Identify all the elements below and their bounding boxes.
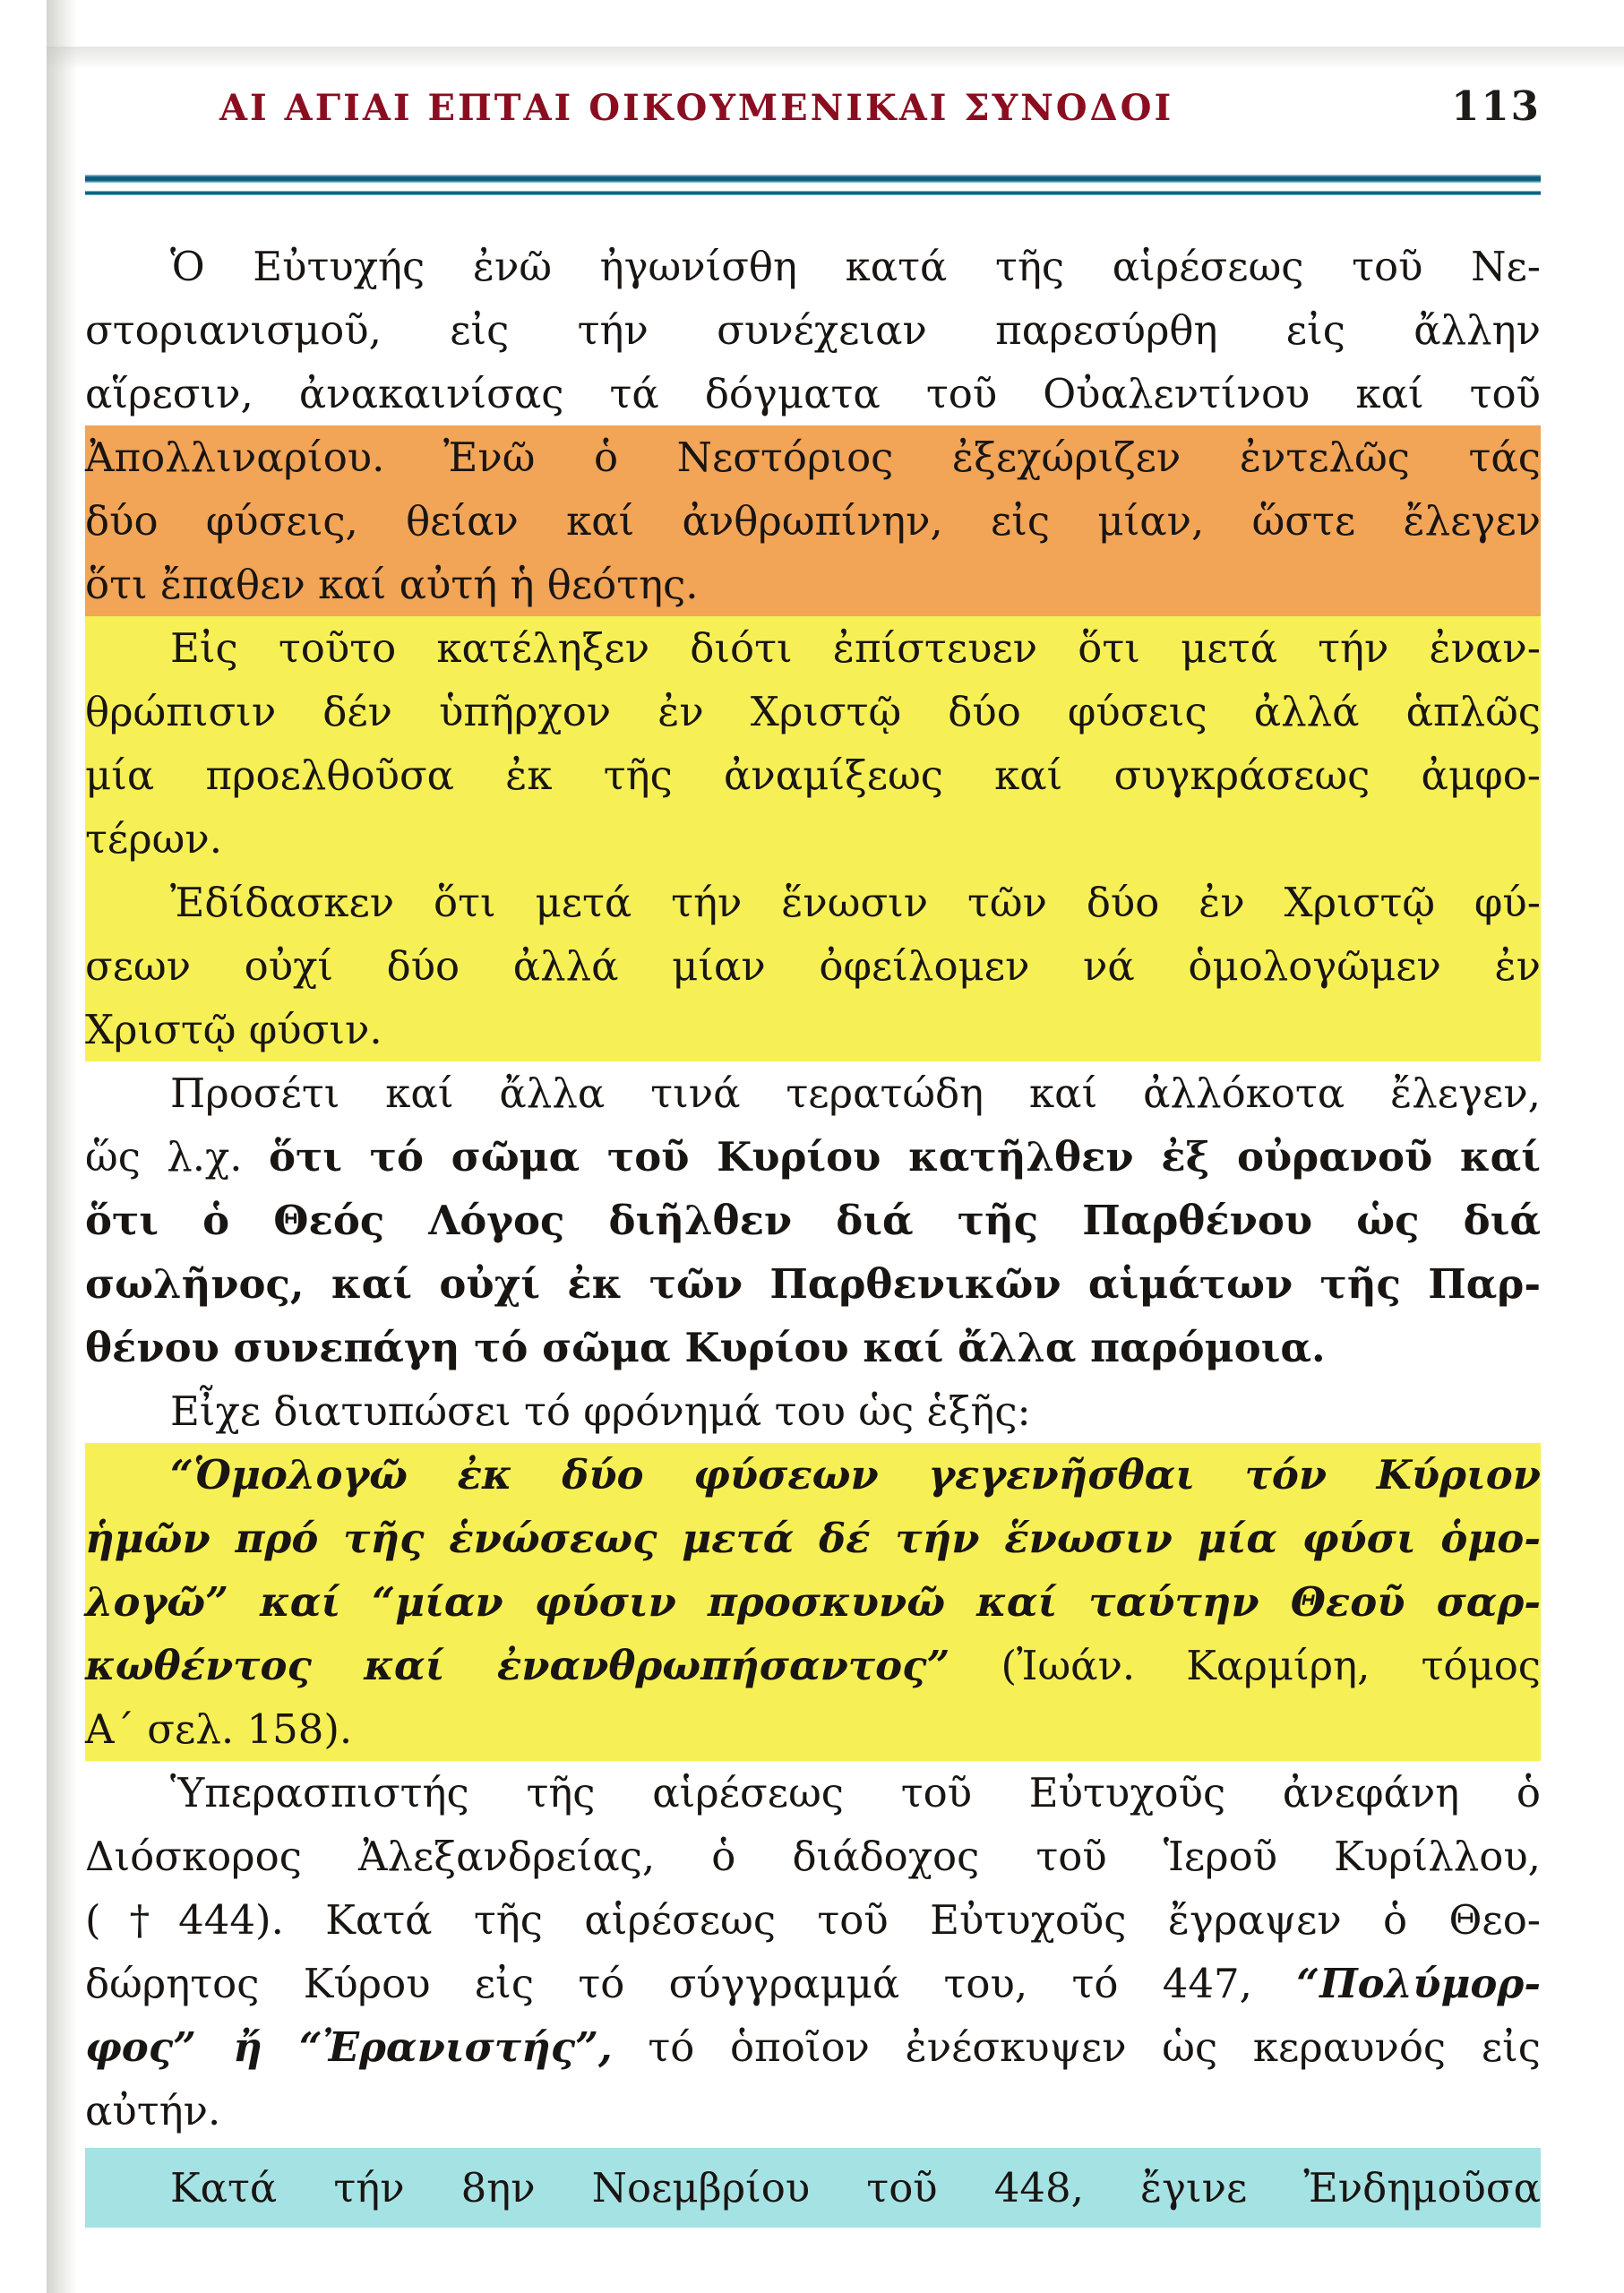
text-segment: τέρων. [85, 815, 223, 863]
text-segment: αὐτήν. [85, 2087, 221, 2134]
text-line [85, 489, 1541, 553]
text-line [85, 1697, 1541, 1761]
text-line [85, 1189, 1541, 1252]
text-segment: θένου συνεπάγη τό σῶμα Κυρίου καί ἄλλα παρόμοια. [85, 1324, 1326, 1371]
text-line [85, 1379, 1541, 1443]
text-segment: θρώπισιν δέν ὑπῆρχον ἐν Χριστῷ δύο φύσεις ἀλλά ἁπλῶς [85, 688, 1541, 735]
text-segment: ὅτι ἔπαθεν καί αὐτή ἡ θεότης. [85, 561, 699, 608]
text-segment: ἡμῶν πρό τῆς ἑνώσεως μετά δέ τήν ἕνωσιν μία φύσι ὁμο- [85, 1515, 1541, 1562]
text-segment: Ἀπολλιναρίου. Ἐνῶ ὁ Νεστόριος ἐξεχώριζεν ἐντελῶς τάς [85, 434, 1541, 481]
text-segment: Εἶχε διατυπώσει τό φρόνημά του ὡς ἑξῆς: [170, 1387, 1031, 1435]
text-segment: σεων οὐχί δύο ἀλλά μίαν ὀφείλομεν νά ὁμολογῶμεν ἐν [85, 942, 1541, 990]
text-line [85, 553, 1541, 616]
text-segment: σωλῆνος, καί οὐχί ἐκ τῶν Παρθενικῶν αἱμάτων τῆς Παρ- [85, 1260, 1541, 1308]
text-line [85, 807, 1541, 871]
text-line [85, 1825, 1541, 1888]
text-line [85, 1888, 1541, 1952]
text-segment: Προσέτι καί ἄλλα τινά τερατώδη καί ἀλλόκοτα ἔλεγεν, [170, 1069, 1541, 1117]
text-segment: Κατά τήν 8ην Νοεμβρίου τοῦ 448, ἔγινε Ἐνδημοῦσα [170, 2164, 1541, 2211]
text-segment: λογῶ” καί “μίαν φύσιν προσκυνῶ καί ταύτην Θεοῦ σαρ- [85, 1578, 1541, 1626]
text-segment: στοριανισμοῦ, εἰς τήν συνέχειαν παρεσύρθη εἰς ἄλλην [85, 306, 1541, 354]
text-line [85, 743, 1541, 807]
text-segment: (Ἰωάν. Καρμίρη, τόμος [949, 1642, 1541, 1689]
text-segment: (†444). Κατά τῆς αἱρέσεως τοῦ Εὐτυχοῦς ἔγραψεν ὁ Θεο- [85, 1896, 1541, 1944]
text-line [85, 1952, 1541, 2015]
text-line [85, 1761, 1541, 1825]
header-divider [85, 175, 1541, 195]
text-segment: ὅτι τό σῶμα τοῦ Κυρίου κατῆλθεν ἐξ οὐρανοῦ καί [268, 1133, 1542, 1181]
text-segment: Ὁ Εὐτυχής ἐνῶ ἠγωνίσθη κατά τῆς αἱρέσεως τοῦ Νε- [170, 243, 1541, 290]
text-line [85, 934, 1541, 998]
text-line [85, 1125, 1541, 1189]
text-segment: αἵρεσιν, ἀνακαινίσας τά δόγματα τοῦ Οὐαλεντίνου καί τοῦ [85, 370, 1541, 417]
text-segment: ὅτι ὁ Θεός Λόγος διῆλθεν διά τῆς Παρθένου ὡς διά [85, 1197, 1541, 1244]
text-line [85, 1507, 1541, 1570]
text-segment: “Πολύμορ- [1296, 1960, 1541, 2007]
text-line [85, 2079, 1541, 2143]
text-line [85, 298, 1541, 362]
text-segment: μία προελθοῦσα ἐκ τῆς ἀναμίξεως καί συγκράσεως ἀμφο- [85, 751, 1541, 799]
text-line [85, 2148, 1541, 2228]
text-line [85, 235, 1541, 298]
text-line [85, 998, 1541, 1061]
page-number: 113 [1451, 82, 1541, 130]
divider-rule-thin [85, 191, 1541, 195]
text-segment: δώρητος Κύρου εἰς τό σύγγραμμά του, τό 447, [85, 1960, 1297, 2007]
text-line [85, 1061, 1541, 1125]
text-segment: ὥς λ.χ. [85, 1133, 269, 1181]
text-segment: Εἰς τοῦτο κατέληξεν διότι ἐπίστευεν ὅτι μετά τήν ἐναν- [170, 624, 1541, 672]
text-line [85, 2015, 1541, 2079]
text-segment: φος” ἤ “Ἐρανιστής”, [85, 2023, 613, 2071]
text-segment: Ὑπερασπιστής τῆς αἱρέσεως τοῦ Εὐτυχοῦς ἀνεφάνη ὁ [170, 1769, 1541, 1816]
scan-edge-left [47, 0, 77, 2293]
text-line [85, 871, 1541, 934]
page-header [85, 82, 1541, 130]
text-segment: τό ὁποῖον ἐνέσκυψεν ὡς κεραυνός εἰς [612, 2023, 1541, 2071]
text-segment: Διόσκορος Ἀλεξανδρείας, ὁ διάδοχος τοῦ Ἱεροῦ Κυρίλλου, [85, 1833, 1541, 1880]
text-line [85, 1443, 1541, 1507]
divider-rule-thick [85, 175, 1541, 183]
text-line [85, 1634, 1541, 1697]
text-segment: “Ὁμολογῶ ἐκ δύο φύσεων γεγενῆσθαι τόν Κύριον [170, 1451, 1541, 1499]
text-line [85, 1252, 1541, 1316]
text-column [85, 235, 1541, 2228]
text-line [85, 616, 1541, 680]
text-line [85, 1570, 1541, 1634]
text-segment: κωθέντος καί ἐνανθρωπήσαντος” [85, 1642, 950, 1689]
running-title: ΑΙ ΑΓΙΑΙ ΕΠΤΑΙ ΟΙΚΟΥΜΕΝΙΚΑΙ ΣΥΝΟΔΟΙ [219, 87, 1174, 129]
text-segment: Χριστῷ φύσιν. [85, 1006, 382, 1053]
text-line [85, 1316, 1541, 1379]
scan-edge-top [47, 47, 1624, 70]
text-line [85, 362, 1541, 425]
text-line [85, 425, 1541, 489]
text-segment: δύο φύσεις, θείαν καί ἀνθρωπίνην, εἰς μίαν, ὥστε ἔλεγεν [85, 497, 1541, 545]
text-segment: Α΄ σελ. 158). [85, 1705, 353, 1753]
text-line [85, 680, 1541, 743]
text-segment: Ἐδίδασκεν ὅτι μετά τήν ἕνωσιν τῶν δύο ἐν Χριστῷ φύ- [170, 879, 1541, 926]
